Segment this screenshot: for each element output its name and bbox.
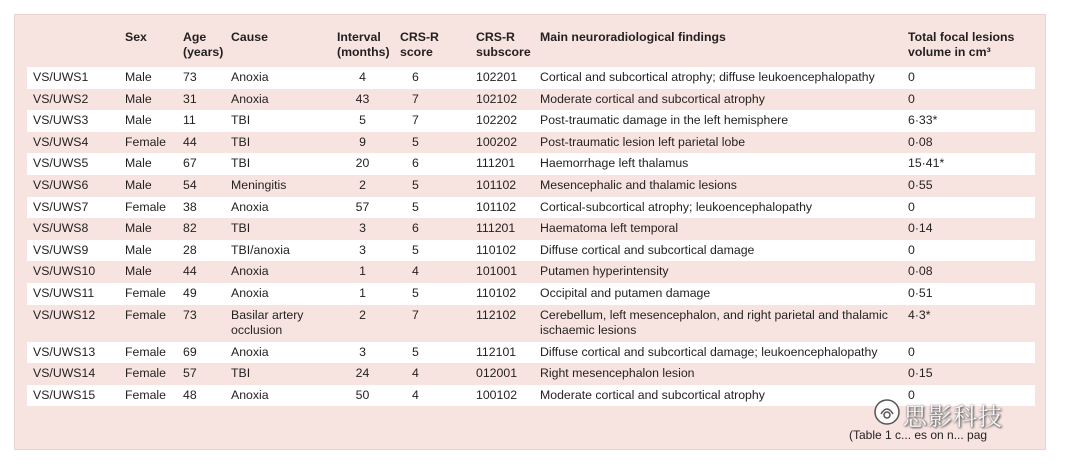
cell-cause: Anoxia [225,342,331,364]
cell-crs-score: 5 [394,132,470,154]
cell-sex: Male [119,175,177,197]
cell-interval: 3 [331,342,394,364]
cell-age: 57 [177,363,225,385]
watermark-logo-icon [873,398,901,426]
cell-volume: 4·3* [902,305,1035,342]
cell-interval: 24 [331,363,394,385]
cell-cause: Meningitis [225,175,331,197]
cell-volume: 0·55 [902,175,1035,197]
cell-findings: Haemorrhage left thalamus [534,153,902,175]
cell-interval: 1 [331,283,394,305]
table-row [27,218,1035,240]
cell-crs-subscore: 100102 [470,385,534,407]
cell-crs-subscore: 111201 [470,153,534,175]
cell-findings: Occipital and putamen damage [534,283,902,305]
cell-crs-subscore: 101102 [470,175,534,197]
cell-sex: Female [119,363,177,385]
cell-volume: 0 [902,67,1035,89]
cell-crs-subscore: 012001 [470,363,534,385]
cell-cause: TBI/anoxia [225,240,331,262]
cell-volume: 0 [902,385,1035,407]
cell-crs-score: 5 [394,240,470,262]
watermark-text: 思影科技 [903,403,1003,431]
cell-sex: Female [119,132,177,154]
cell-crs-score: 6 [394,67,470,89]
table-header-row [27,25,1035,67]
cell-age: 67 [177,153,225,175]
patient-table [27,25,1035,406]
cell-id: VS/UWS2 [27,89,119,111]
cell-volume: 0·08 [902,132,1035,154]
cell-age: 54 [177,175,225,197]
cell-crs-score: 6 [394,218,470,240]
cell-cause: TBI [225,218,331,240]
cell-id: VS/UWS10 [27,261,119,283]
cell-crs-subscore: 101001 [470,261,534,283]
cell-cause: TBI [225,110,331,132]
table-row [27,363,1035,385]
cell-volume: 0 [902,89,1035,111]
cell-volume: 15·41* [902,153,1035,175]
table-row [27,261,1035,283]
cell-sex: Female [119,197,177,219]
cell-id: VS/UWS7 [27,197,119,219]
cell-interval: 57 [331,197,394,219]
cell-sex: Male [119,153,177,175]
table-row [27,132,1035,154]
cell-findings: Post-traumatic damage in the left hemisphere [534,110,902,132]
cell-crs-score: 7 [394,89,470,111]
cell-interval: 3 [331,240,394,262]
cell-crs-subscore: 112101 [470,342,534,364]
header-crs-subscore: CRS-R subscore [476,30,531,59]
cell-cause: Anoxia [225,89,331,111]
cell-sex: Female [119,305,177,342]
cell-cause: Basilar artery occlusion [225,305,331,342]
cell-sex: Male [119,89,177,111]
table-row [27,342,1035,364]
cell-volume: 0·14 [902,218,1035,240]
cell-volume: 0·15 [902,363,1035,385]
cell-id: VS/UWS12 [27,305,119,342]
cell-findings: Putamen hyperintensity [534,261,902,283]
cell-sex: Female [119,342,177,364]
cell-crs-score: 4 [394,363,470,385]
cell-sex: Male [119,110,177,132]
cell-crs-score: 6 [394,153,470,175]
cell-interval: 1 [331,261,394,283]
cell-crs-subscore: 100202 [470,132,534,154]
cell-id: VS/UWS5 [27,153,119,175]
table-footnote: (Table 1 c... es on n... pag [849,428,988,442]
cell-age: 11 [177,110,225,132]
cell-crs-subscore: 102202 [470,110,534,132]
cell-findings: Moderate cortical and subcortical atrophy [534,89,902,111]
cell-interval: 2 [331,175,394,197]
cell-crs-score: 4 [394,261,470,283]
cell-findings: Cerebellum, left mesencephalon, and right parietal and thalamic ischaemic lesions [534,305,902,342]
cell-age: 44 [177,261,225,283]
cell-id: VS/UWS15 [27,385,119,407]
cell-sex: Female [119,283,177,305]
table-panel [14,14,1046,450]
cell-interval: 9 [331,132,394,154]
cell-age: 69 [177,342,225,364]
cell-findings: Cortical and subcortical atrophy; diffuse leukoencephalopathy [534,67,902,89]
cell-id: VS/UWS1 [27,67,119,89]
cell-age: 73 [177,67,225,89]
table-row [27,67,1035,89]
cell-crs-score: 7 [394,305,470,342]
cell-sex: Female [119,385,177,407]
cell-interval: 43 [331,89,394,111]
table-row [27,283,1035,305]
cell-id: VS/UWS3 [27,110,119,132]
cell-id: VS/UWS13 [27,342,119,364]
cell-cause: TBI [225,363,331,385]
cell-id: VS/UWS6 [27,175,119,197]
cell-findings: Mesencephalic and thalamic lesions [534,175,902,197]
cell-age: 73 [177,305,225,342]
cell-cause: Anoxia [225,283,331,305]
cell-crs-score: 5 [394,197,470,219]
cell-age: 28 [177,240,225,262]
cell-age: 38 [177,197,225,219]
cell-id: VS/UWS11 [27,283,119,305]
header-crs-score: CRS-R score [400,30,439,59]
table-row [27,153,1035,175]
table-row [27,240,1035,262]
cell-crs-score: 4 [394,385,470,407]
cell-cause: Anoxia [225,67,331,89]
cell-age: 48 [177,385,225,407]
cell-volume: 6·33* [902,110,1035,132]
header-findings: Main neuroradiological findings [540,30,726,44]
cell-interval: 20 [331,153,394,175]
table-row [27,305,1035,342]
table-row [27,197,1035,219]
cell-findings: Cortical-subcortical atrophy; leukoencephalopathy [534,197,902,219]
cell-age: 44 [177,132,225,154]
header-sex: Sex [125,30,147,44]
cell-crs-subscore: 110102 [470,283,534,305]
cell-age: 82 [177,218,225,240]
table-row [27,175,1035,197]
cell-findings: Post-traumatic lesion left parietal lobe [534,132,902,154]
cell-interval: 4 [331,67,394,89]
cell-findings: Right mesencephalon lesion [534,363,902,385]
cell-sex: Male [119,67,177,89]
cell-age: 31 [177,89,225,111]
cell-crs-score: 5 [394,175,470,197]
cell-findings: Moderate cortical and subcortical atrophy [534,385,902,407]
cell-cause: TBI [225,132,331,154]
cell-id: VS/UWS4 [27,132,119,154]
cell-crs-score: 5 [394,283,470,305]
cell-findings: Haematoma left temporal [534,218,902,240]
table-body [27,67,1035,406]
cell-cause: Anoxia [225,261,331,283]
cell-volume: 0 [902,240,1035,262]
cell-cause: Anoxia [225,197,331,219]
cell-crs-subscore: 102102 [470,89,534,111]
cell-crs-subscore: 102201 [470,67,534,89]
header-age: Age (years) [183,30,224,59]
header-interval: Interval (months) [337,30,390,59]
cell-crs-score: 5 [394,342,470,364]
cell-volume: 0·51 [902,283,1035,305]
cell-interval: 2 [331,305,394,342]
cell-sex: Male [119,218,177,240]
cell-crs-subscore: 110102 [470,240,534,262]
cell-crs-subscore: 112102 [470,305,534,342]
cell-interval: 50 [331,385,394,407]
cell-sex: Male [119,261,177,283]
cell-cause: Anoxia [225,385,331,407]
cell-crs-score: 7 [394,110,470,132]
header-cause: Cause [231,30,268,44]
cell-findings: Diffuse cortical and subcortical damage; leukoencephalopathy [534,342,902,364]
header-id [27,25,119,67]
cell-age: 49 [177,283,225,305]
cell-id: VS/UWS14 [27,363,119,385]
cell-sex: Male [119,240,177,262]
cell-findings: Diffuse cortical and subcortical damage [534,240,902,262]
cell-volume: 0 [902,197,1035,219]
cell-id: VS/UWS9 [27,240,119,262]
cell-volume: 0 [902,342,1035,364]
cell-volume: 0·08 [902,261,1035,283]
cell-crs-subscore: 111201 [470,218,534,240]
cell-interval: 5 [331,110,394,132]
header-volume: Total focal lesions volume in cm³ [908,30,1015,59]
cell-cause: TBI [225,153,331,175]
table-row [27,110,1035,132]
cell-crs-subscore: 101102 [470,197,534,219]
cell-id: VS/UWS8 [27,218,119,240]
cell-interval: 3 [331,218,394,240]
table-row [27,89,1035,111]
